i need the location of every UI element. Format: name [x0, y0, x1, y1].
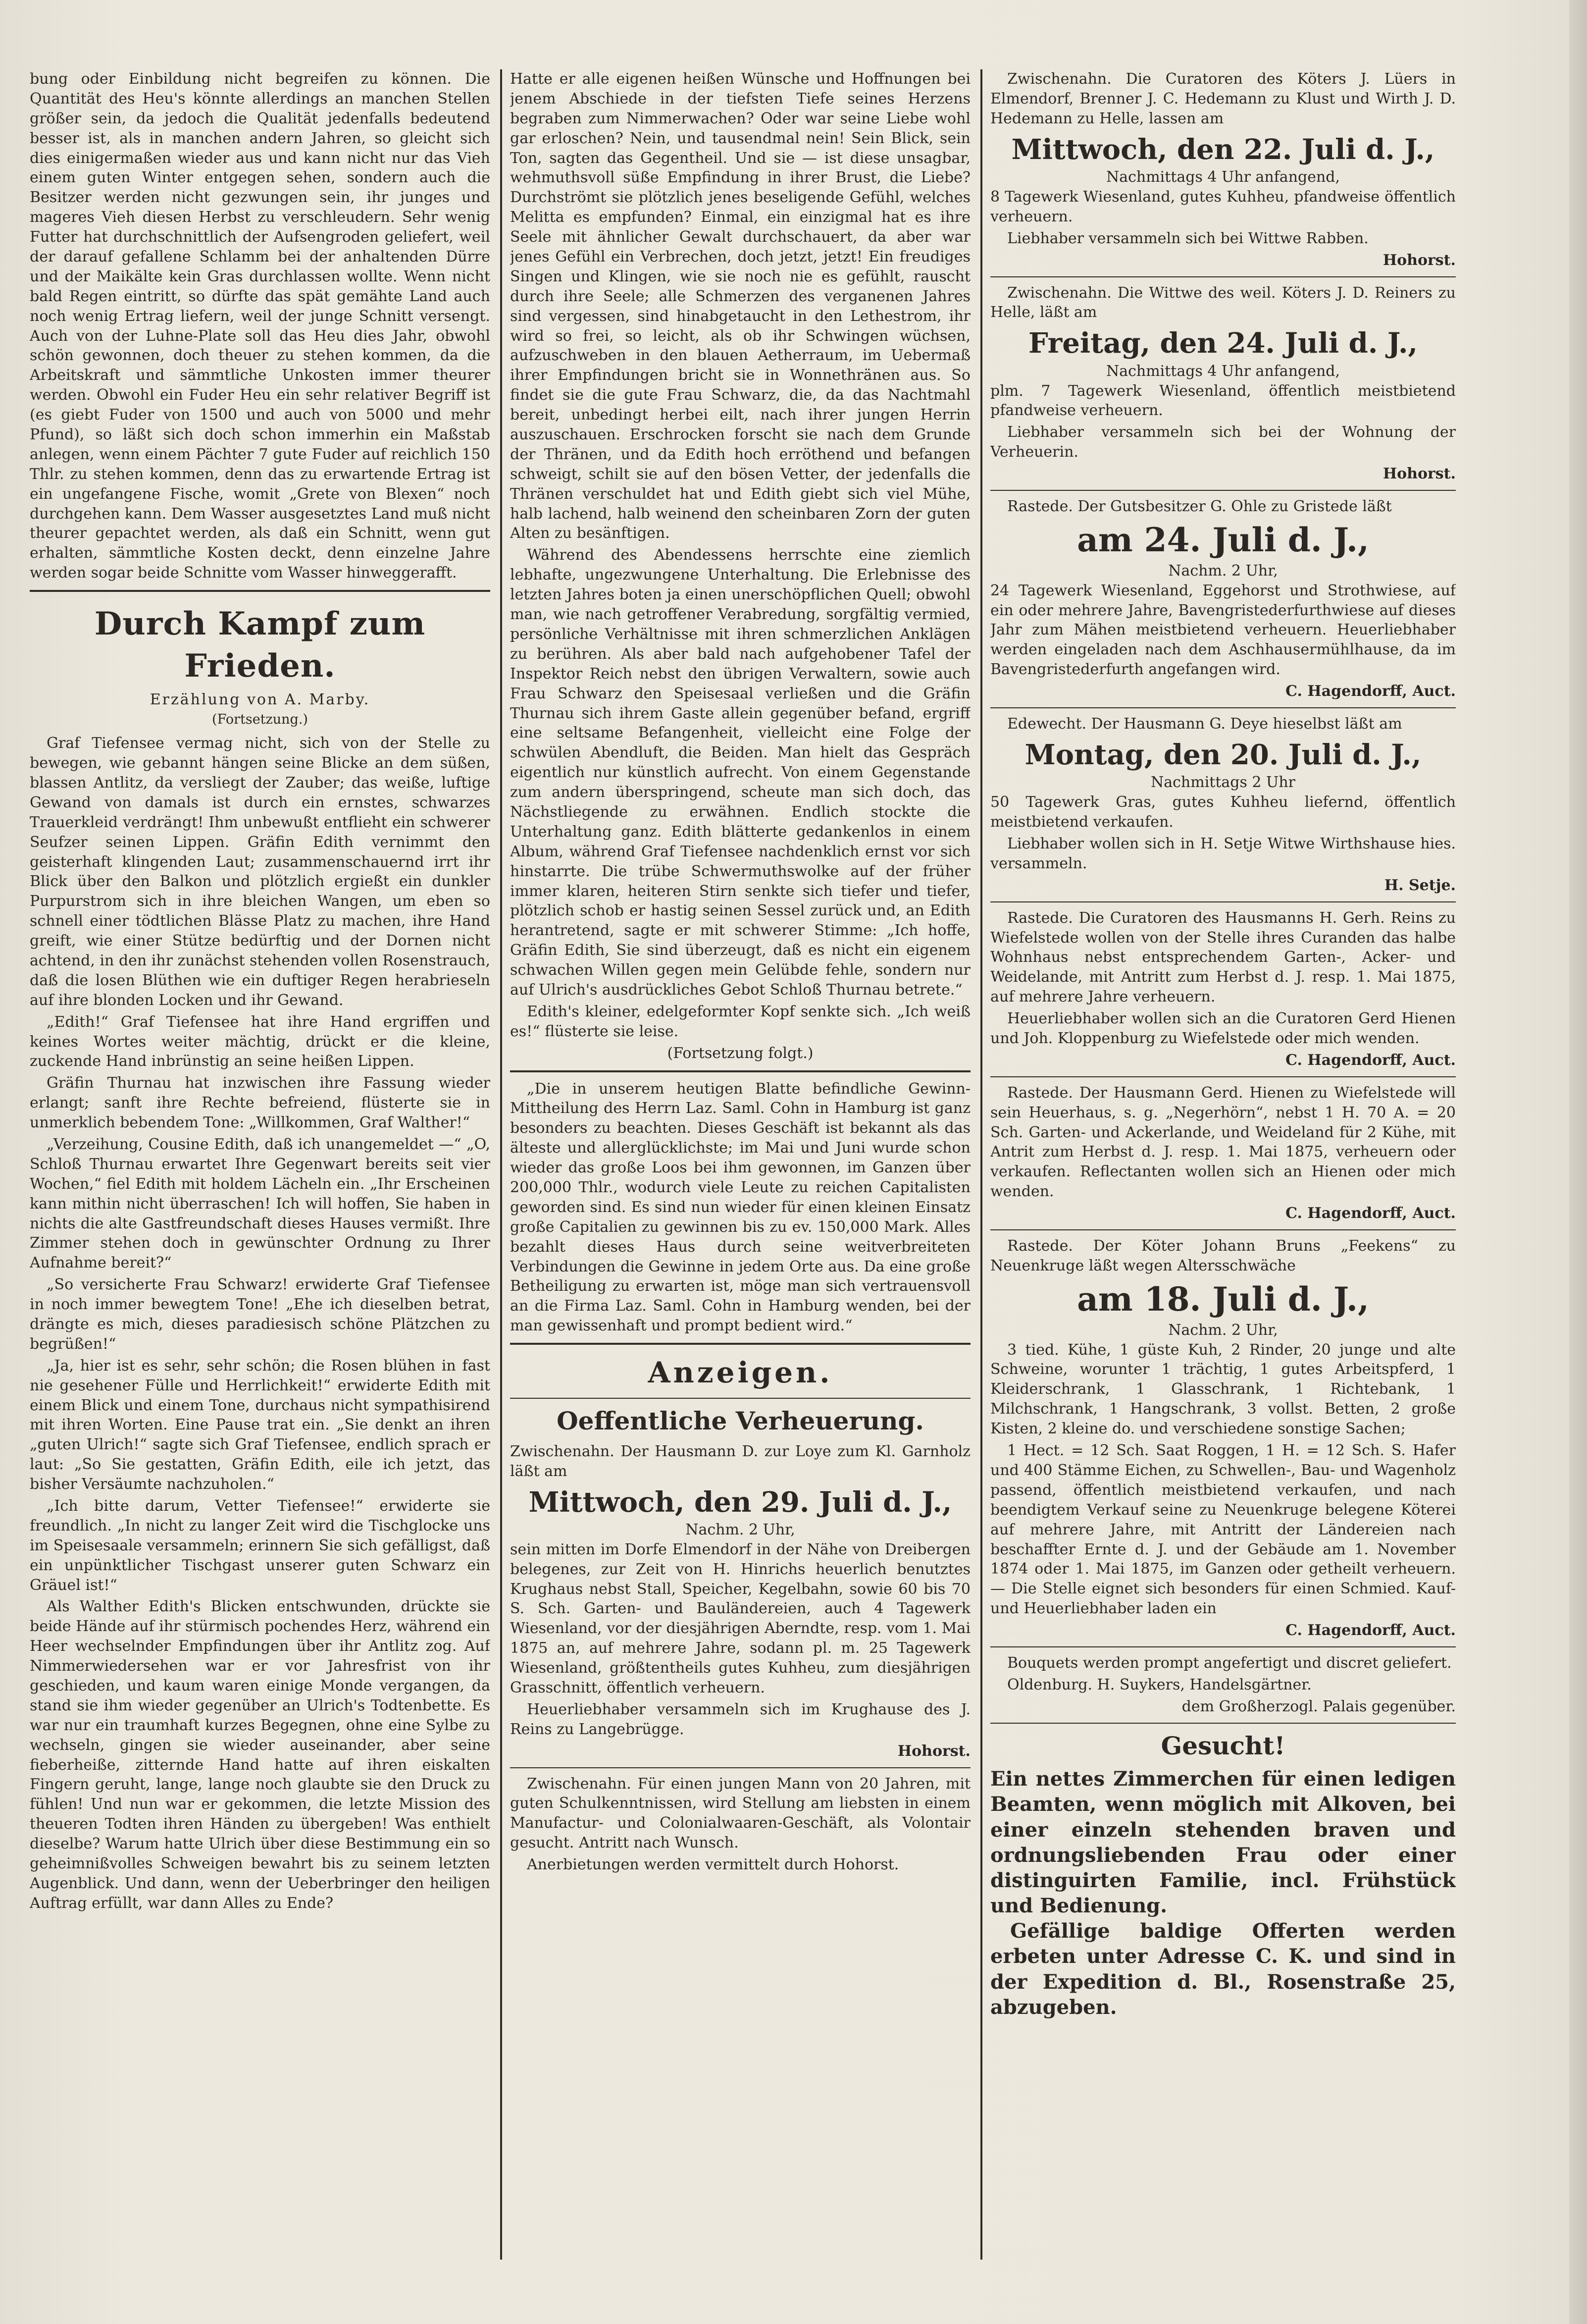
- story-subtitle: Erzählung von A. Marby.: [150, 691, 370, 709]
- ad-text: Liebhaber versammeln sich bei der Wohnung der Verheuerin.: [990, 423, 1456, 461]
- ad-signature: C. Hagendorff, Auct.: [1285, 1205, 1456, 1222]
- ad-date: Mittwoch, den 22. Juli d. J.,: [1011, 133, 1435, 166]
- divider: [510, 1767, 971, 1768]
- ad-time: Nachmittags 2 Uhr: [1150, 774, 1295, 792]
- divider: [990, 707, 1456, 708]
- divider: [30, 590, 490, 592]
- ad-time: Nachmittags 4 Uhr anfangend,: [1106, 362, 1340, 380]
- ad-signature: H. Setje.: [1384, 876, 1456, 894]
- ad-date: Mittwoch, den 29. Juli d. J.,: [528, 1485, 952, 1519]
- divider: [990, 276, 1456, 277]
- column-left: [30, 69, 490, 2260]
- ad-text: 8 Tagewerk Wiesenland, gutes Kuhheu, pfandweise öffentlich verheuern.: [990, 188, 1456, 225]
- ad-signature: Hohorst.: [897, 1742, 971, 1760]
- ad-text: Oldenburg. H. Suykers, Handelsgärtner.: [1007, 1676, 1312, 1693]
- ad-text: dem Großherzogl. Palais gegenüber.: [1181, 1697, 1456, 1715]
- column-middle: [510, 69, 971, 2260]
- divider: [990, 1646, 1456, 1647]
- wanted-text: Ein nettes Zimmerchen für einen ledigen Beamten, wenn möglich mit Alkoven, bei einer einzeln stehenden braven und ordnungsliebenden Frau oder einer distinguirten Familie, incl. Frühstück und Bedienung.: [990, 1767, 1456, 1918]
- ads-heading: Anzeigen.: [648, 1356, 833, 1390]
- divider: [990, 1229, 1456, 1230]
- divider: [990, 490, 1456, 491]
- story-paragraph: „Edith!“ Graf Tiefensee hat ihre Hand ergriffen und keines Wortes weiter mächtig, drückt er die kleine, zuckende Hand inbrünstig an seine heißen Lippen.: [30, 1013, 490, 1070]
- ad-signature: C. Hagendorff, Auct.: [1285, 1051, 1456, 1069]
- ad-text: 24 Tagewerk Wiesenland, Eggehorst und Strothwiese, auf ein oder mehrere Jahre, Bavengristederfurthwiese auf dieses Jahr zum Mähen meistbietend verheuern. Heuerliebhaber werden eingeladen nach dem Aschhausermühlhause, da im Bavengristederfurth angefangen wird.: [990, 581, 1456, 679]
- ad-text: Liebhaber versammeln sich bei Wittwe Rabben.: [1007, 229, 1369, 247]
- story-paragraph: Hatte er alle eigenen heißen Wünsche und Hoffnungen bei jenem Abschiede in der tiefsten Tiefe seines Herzens begraben zum Nimmerwachen? Oder war seine Liebe wohl gar erloschen? Nein, und tausendmal nein! Sein Blick, sein Ton, sagten das Gegentheil. Und sie — ist diese unsagbar, wehmuthsvoll süße Empfindung in ihrer Brust, die Liebe? Durchströmt sie plötzlich jenes beseligende Gefühl, welches Melitta es empfunden? Einmal, ein einzigmal hat es ihre Seele mit ähnlicher Gewalt durchschauert, da aber war jenes Gefühl ein Verbrechen, doch jetzt, jetzt! Ein freudiges Singen und Klingen, wie sie noch nie es gefühlt, rauscht durch ihre Seele; alle Schmerzen des verganenen Jahres sind vergessen, sind hinabgetaucht in den Lethestrom, ihr wird so frei, so leicht, als ob ihr Schwingen wüchsen, aufzuschweben in den blauen Aetherraum, im Uebermaß ihrer Empfindungen bricht sie in Wonnethränen aus. So findet sie die gute Frau Schwarz, die, da das Nachtmahl bereit, unbedingt herbei eilt, nach ihrer jungen Herrin auszuschauen. Erschrocken forscht sie nach dem Grunde der Thränen, und da Edith hoch erröthend und befangen schweigt, schilt sie auf den bösen Vetter, der jedenfalls die Thränen verschuldet hat und Edith giebt sich viel Mühe, halb lachend, halb weinend den scheinbaren Zorn der guten Alten zu besänftigen.: [510, 70, 971, 542]
- ad-text: Zwischenahn. Die Curatoren des Köters J. Lüers in Elmendorf, Brenner J. C. Hedemann zu Klust und Wirth J. D. Hedemann zu Helle, lassen am: [990, 70, 1456, 127]
- ad-signature: Hohorst.: [1382, 251, 1456, 269]
- ad-title: Oeffentliche Verheuerung.: [557, 1406, 924, 1436]
- ad-text: 1 Hect. = 12 Sch. Saat Roggen, 1 H. = 12 Sch. S. Hafer und 400 Stämme Eichen, zu Schwellen-, Bau- und Wagenholz passend, öffentlich meistbietend verkaufen, und nach beendigtem Verkauf seine zu Neuenkruge belegene Köterei auf mehrere Jahre, mit Antritt der Ländereien nach beschaffter Ernte d. J. und der Gebäude am 1. November 1874 oder 1. Mai 1875, im Ganzen oder getheilt verheuern. — Die Stelle eignet sich besonders für einen Schmied. Kauf- und Heuerliebhaber laden ein: [990, 1442, 1456, 1618]
- ad-text: Liebhaber wollen sich in H. Setje Witwe Wirthshause hies. versammeln.: [990, 835, 1456, 872]
- column-rule: [980, 69, 982, 2260]
- ad-text: Bouquets werden prompt angefertigt und discret geliefert.: [1007, 1654, 1452, 1672]
- ad-text: Edewecht. Der Hausmann G. Deye hieselbst läßt am: [1007, 715, 1402, 733]
- story-paragraph: Gräfin Thurnau hat inzwischen ihre Fassung wieder erlangt; sanft ihre Rechte befreiend, flüsterte sie in unmerklich bebendem Tone: „Willkommen, Graf Walther!“: [30, 1074, 490, 1132]
- divider: [510, 1343, 971, 1345]
- ad-text: sein mitten im Dorfe Elmendorf in der Nähe von Dreibergen belegenes, zur Zeit von H. Hinrichs heuerlich benutztes Krughaus nebst Stall, Speicher, Kegelbahn, sowie 60 bis 70 S. Sch. Garten- und Bauländereien, auch 4 Tagewerk Wiesenland, vor der diesjährigen Aberndte, resp. vom 1. Mai 1875 an, auf mehrere Jahre, sodann pl. m. 25 Tagewerk Wiesenland, größtentheils gutes Kuhheu, zum diesjährigen Grasschnitt, öffentlich verheuern.: [510, 1540, 971, 1697]
- ad-text: Zwischenahn. Die Wittwe des weil. Köters J. D. Reiners zu Helle, läßt am: [990, 284, 1456, 321]
- divider: [990, 1723, 1456, 1724]
- story-paragraph: Edith's kleiner, edelgeformter Kopf senkte sich. „Ich weiß es!“ flüsterte sie leise.: [510, 1003, 971, 1040]
- story-paragraph: „So versicherte Frau Schwarz! erwiderte Graf Tiefensee in noch immer bewegtem Tone! „Ehe ich dieselben betrat, drängte es mich, dieses paradiesisch schöne Plätzchen zu begrüßen!“: [30, 1276, 490, 1353]
- ad-text: Rastede. Der Köter Johann Bruns „Feekens“ zu Neuenkruge läßt wegen Altersschwäche: [990, 1237, 1456, 1274]
- ad-text: plm. 7 Tagewerk Wiesenland, öffentlich meistbietend pfandweise verheuern.: [990, 382, 1456, 420]
- story-paragraph: Während des Abendessens herrschte eine ziemlich lebhafte, ungezwungene Unterhaltung. Die Erlebnisse des letzten Jahres boten ja einen unerschöpflichen Quell; obwohl man, wie nach getroffener Verabredung, sorgfältig vermied, persönliche Verhältnisse mit ihren schmerzlichen Anklägen zu berühren. Als aber bald nach aufgehobener Tafel der Inspektor Reich nebst den übrigen Verwaltern, sowie auch Frau Schwarz den Speisesaal verließen und die Gräfin Thurnau sich ihrem Gaste allein gegenüber befand, ergriff eine seltsame Befangenheit, vielleicht eine Folge der schwülen Abendluft, die Beiden. Man hielt das Gespräch eigentlich nur künstlich aufrecht. Von einem Gegenstande zum andern überspringend, scheute man sich doch, das Nächstliegende zu erwähnen. Endlich stockte die Unterhaltung ganz. Edith blätterte gedankenlos in einem Album, während Graf Tiefensee nachdenklich ernst vor sich hinstarrte. Die trübe Schwermuthswolke auf der früher immer klaren, heiteren Stirn senkte sich tiefer und tiefer, plötzlich schob er hastig seinen Sessel zurück und, an Edith herantretend, sagte er mit schwerer Stimme: „Ich hoffe, Gräfin Edith, Sie sind überzeugt, daß es nicht ein eigenem schwachen Willen gegen mein Gelübde fehle, sondern nur auf Ulrich's ausdrückliches Gebot Schloß Thurnau betrete.“: [510, 546, 971, 999]
- ad-text: Rastede. Der Gutsbesitzer G. Ohle zu Gristede läßt: [1007, 498, 1392, 516]
- ad-time: Nachmittags 4 Uhr anfangend,: [1106, 168, 1340, 186]
- story-to-be-continued: (Fortsetzung folgt.): [667, 1044, 814, 1062]
- ad-text: Heuerliebhaber wollen sich an die Curatoren Gerd Hienen und Joh. Kloppenburg zu Wiefelstede oder mich wenden.: [990, 1010, 1456, 1048]
- ad-signature: C. Hagendorff, Auct.: [1285, 1622, 1456, 1639]
- ad-text: Rastede. Die Curatoren des Hausmanns H. Gerh. Reins zu Wiefelstede wollen von der Stelle ihres Curanden das halbe Wohnhaus nebst entsprechendem Garten-, Acker- und Weidelande, mit Antritt zum Herbst d. J. resp. 1. Mai 1875, auf mehrere Jahre verheuern.: [990, 909, 1456, 1006]
- divider: [510, 1398, 971, 1399]
- ad-text: Rastede. Der Hausmann Gerd. Hienen zu Wiefelstede will sein Heuerhaus, s. g. „Negerhörn“, nebst 1 H. 70 A. = 20 Sch. Garten- und Ackerlande, und Weideland für 2 Kühe, mit Antrit zum Herbst d. J. resp. 1. Mai 1875, verheuern oder verkaufen. Reflectanten wollen sich an Hienen oder mich wenden.: [990, 1084, 1456, 1201]
- column-right: [990, 69, 1456, 2260]
- story-continuation-note: (Fortsetzung.): [212, 712, 308, 728]
- ad-date: am 18. Juli d. J.,: [1077, 1279, 1369, 1319]
- ad-date: Freitag, den 24. Juli d. J.,: [1028, 327, 1418, 360]
- ad-date: am 24. Juli d. J.,: [1077, 520, 1369, 559]
- story-paragraph: Als Walther Edith's Blicken entschwunden, drückte sie beide Hände auf ihr stürmisch pochendes Herz, während ein Heer wechselnder Empfindungen über ihr Antlitz zog. Auf Nimmerwiedersehen war er vor Jahresfrist von ihr geschieden, und kaum waren einige Monde vergangen, da stand sie ihm wieder gegenüber an Ulrich's Todtenbette. Es war nur ein traumhaft kurzes Begegnen, ohne eine Sylbe zu wechseln, gingen sie wieder auseinander, aber seine fieberheiße, zitternde Hand hatte auf ihren eiskalten Fingern geruht, lange, lange noch glaubte sie den Druck zu fühlen! Und nun war er gekommen, die letzte Mission des theueren Todten ihren Händen zu übergeben! Was enthielt dieselbe? Warum hatte Ulrich über diese Bestimmung ein so geheimnißvolles Schweigen bewahrt bis zu seinem letzten Augenblick. Und dann, wenn der Ueberbringer den heiligen Auftrag erfüllt, war dann Alles zu Ende?: [30, 1598, 490, 1912]
- wanted-text: Gefällige baldige Offerten werden erbeten unter Adresse C. K. und sind in der Expedition d. Bl., Rosenstraße 25, abzugeben.: [990, 1919, 1456, 2019]
- divider: [510, 1070, 971, 1072]
- ad-text: Heuerliebhaber versammeln sich im Krughause des J. Reins zu Langebrügge.: [510, 1700, 971, 1738]
- ad-text: Zwischenahn. Der Hausmann D. zur Loye zum Kl. Garnholz läßt am: [510, 1442, 971, 1480]
- story-paragraph: „Ja, hier ist es sehr, sehr schön; die Rosen blühen in fast nie gesehener Fülle und Herrlichkeit!“ erwiderte Edith mit einem Blick und einem Tone, durchaus nicht sympathisirend mit ihren Worten. Eine Pause trat ein. „Sie denkt an ihren „guten Ulrich!“ sagte sich Graf Tiefensee, endlich sprach er laut: „So Sie gestatten, Gräfin Edith, eile ich jetzt, das bisher Versäumte nachzuholen.“: [30, 1357, 490, 1493]
- ad-text: Zwischenahn. Für einen jungen Mann von 20 Jahren, mit guten Schulkenntnissen, wird Stellung am liebsten in einem Manufactur- und Colonialwaaren-Geschäft, als Volontair gesucht. Antritt nach Wunsch.: [510, 1775, 971, 1852]
- divider: [990, 1076, 1456, 1077]
- ad-time: Nachm. 2 Uhr,: [1168, 562, 1278, 580]
- story-paragraph: „Ich bitte darum, Vetter Tiefensee!“ erwiderte sie freundlich. „In nicht zu langer Zeit wird die Tischglocke uns im Speisesaale versammeln; erinnern Sie sich gefälligst, daß ein unpünktlicher Tischgast unserer guten Schwarz ein Gräuel ist!“: [30, 1497, 490, 1594]
- column-rule: [500, 69, 502, 2260]
- ad-text: 3 tied. Kühe, 1 güste Kuh, 2 Rinder, 20 junge und alte Schweine, worunter 1 trächtig, 1 gutes Arbeitspferd, 1 Kleiderschrank, 1 Glasschrank, 1 Richtebank, 1 Milchschrank, 1 Hangschrank, 3 vollst. Betten, 2 große Kisten, 2 kleine do. und verschiedene sonstige Sachen;: [990, 1341, 1456, 1438]
- story-title: Durch Kampf zum Frieden.: [94, 605, 426, 685]
- ad-text: 50 Tagewerk Gras, gutes Kuhheu liefernd, öffentlich meistbietend verkaufen.: [990, 793, 1456, 831]
- ad-time: Nachm. 2 Uhr,: [685, 1521, 795, 1538]
- divider: [990, 901, 1456, 902]
- story-paragraph: Graf Tiefensee vermag nicht, sich von der Stelle zu bewegen, wie gebannt hängen seine Blicke an dem süßen, blassen Antlitz, da versliegt der Zauber; das weiße, luftige Gewand von damals ist durch ein ernstes, schwarzes Trauerkleid verdrängt! Ihm unbewußt entflieht ein schwerer Seufzer seinen Lippen. Gräfin Edith vernimmt den geisterhaft klingenden Laut; zusammenschauernd irrt ihr Blick über den Balkon und plötzlich ergießt ein dunkler Purpurstrom sich in ihre bleichen Wangen, um eben so schnell einer tödtlichen Blässe Platz zu machen, ihre Hand greift, wie einer Stütze bedürftig und der Dornen nicht achtend, in den ihr zunächst stehenden vollen Rosenstrauch, daß die losen Blüthen wie ein duftiger Regen herabrieseln auf ihre blonden Locken und ihr Gewand.: [30, 735, 490, 1009]
- ad-signature: Hohorst.: [1382, 465, 1456, 483]
- ad-time: Nachm. 2 Uhr,: [1168, 1321, 1278, 1339]
- page-edge: [1569, 0, 1587, 2324]
- story-paragraph: „Verzeihung, Cousine Edith, daß ich unangemeldet —“ „O, Schloß Thurnau erwartet Ihre Gegenwart bereits seit vier Wochen,“ fiel Edith mit holdem Lächeln ein. „Ihr Erscheinen kann mithin nicht überraschen! Ich will hoffen, Sie haben in nichts die alte Gastfreundschaft dieses Hauses vermißt. Ihre Zimmer stehen doch in gewünschter Ordnung zu Ihrer Aufnahme bereit?“: [30, 1135, 490, 1272]
- article-hay-report: bung oder Einbildung nicht begreifen zu können. Die Quantität des Heu's könnte allerdings an manchen Stellen größer sein, da jedoch die Qualität jedenfalls bedeutend besser ist, als in manchen andern Jahren, so gleicht sich dies einigermaßen wieder aus und kann nicht nur das Vieh einem guten Winter entgegen sehen, sondern auch die Besitzer werden nicht gezwungen sein, ihr junges und mageres Vieh diesen Herbst zu verschleudern. Sehr wenig Futter hat durchschnittlich der Aufsengroden geliefert, weil der darauf gefallene Schlamm bei der anhaltenden Dürre und der Maikälte kein Gras durchlassen wollte. Wenn nicht bald Regen eintritt, so dürfte das spät gemähte Land auch noch wenig Ertrag liefern, weil der junge Schnitt versengt. Auch von der Luhne-Plate soll das Heu dies Jahr, obwohl schön gewonnen, doch theuer zu stehen kommen, da die Arbeitskraft und sämmtliche Unkosten immer theurer werden. Obwohl ein Fuder Heu ein sehr relativer Begriff ist (es giebt Fuder von 1500 und auch von 5000 und mehr Pfund), so läßt sich doch schon immerhin ein Maßstab anlegen, wenn einem Pächter 7 gute Fuder auf reichlich 150 Thlr. zu stehen kommen, denn das zu erwartende Ertrag ist ein ungefangene Fische, womit „Grete von Blexen“ noch durchgehen kann. Dem Wasser ausgesetztes Land muß nicht theurer gepachtet werden, als daß ein Schnitt, wenn gut erhalten, sämmtliche Kosten deckt, denn einzelne Jahre werden sogar beide Schnitte vom Wasser hinweggerafft.: [30, 70, 490, 582]
- ad-text: Anerbietungen werden vermittelt durch Hohorst.: [527, 1856, 899, 1874]
- ad-signature: C. Hagendorff, Auct.: [1285, 683, 1456, 700]
- lottery-notice: „Die in unserem heutigen Blatte befindliche Gewinn-Mittheilung des Herrn Laz. Saml. Cohn in Hamburg ist ganz besonders zu beachten. Dieses Geschäft ist bekannt als das älteste und allerglücklichste; im Mai und Juni wurde schon wieder das große Loos bei ihm gewonnen, im Ganzen über 200,000 Thlr., wodurch viele Leute zu reichen Capitalisten geworden sind. Es sind nun wieder für einen kleinen Einsatz große Capitalien zu gewinnen bis zu ev. 150,000 Mark. Alles bezahlt dieses Haus durch seine weitverbreiteten Verbindungen die Gewinne in jedem Orte aus. Da eine große Betheiligung zu erwarten ist, möge man sich vertrauensvoll an die Firma Laz. Saml. Cohn in Hamburg wenden, bei der man gewissenhaft und prompt bedient wird.“: [510, 1080, 971, 1335]
- ad-date: Montag, den 20. Juli d. J.,: [1024, 738, 1422, 771]
- wanted-heading: Gesucht!: [1161, 1731, 1285, 1760]
